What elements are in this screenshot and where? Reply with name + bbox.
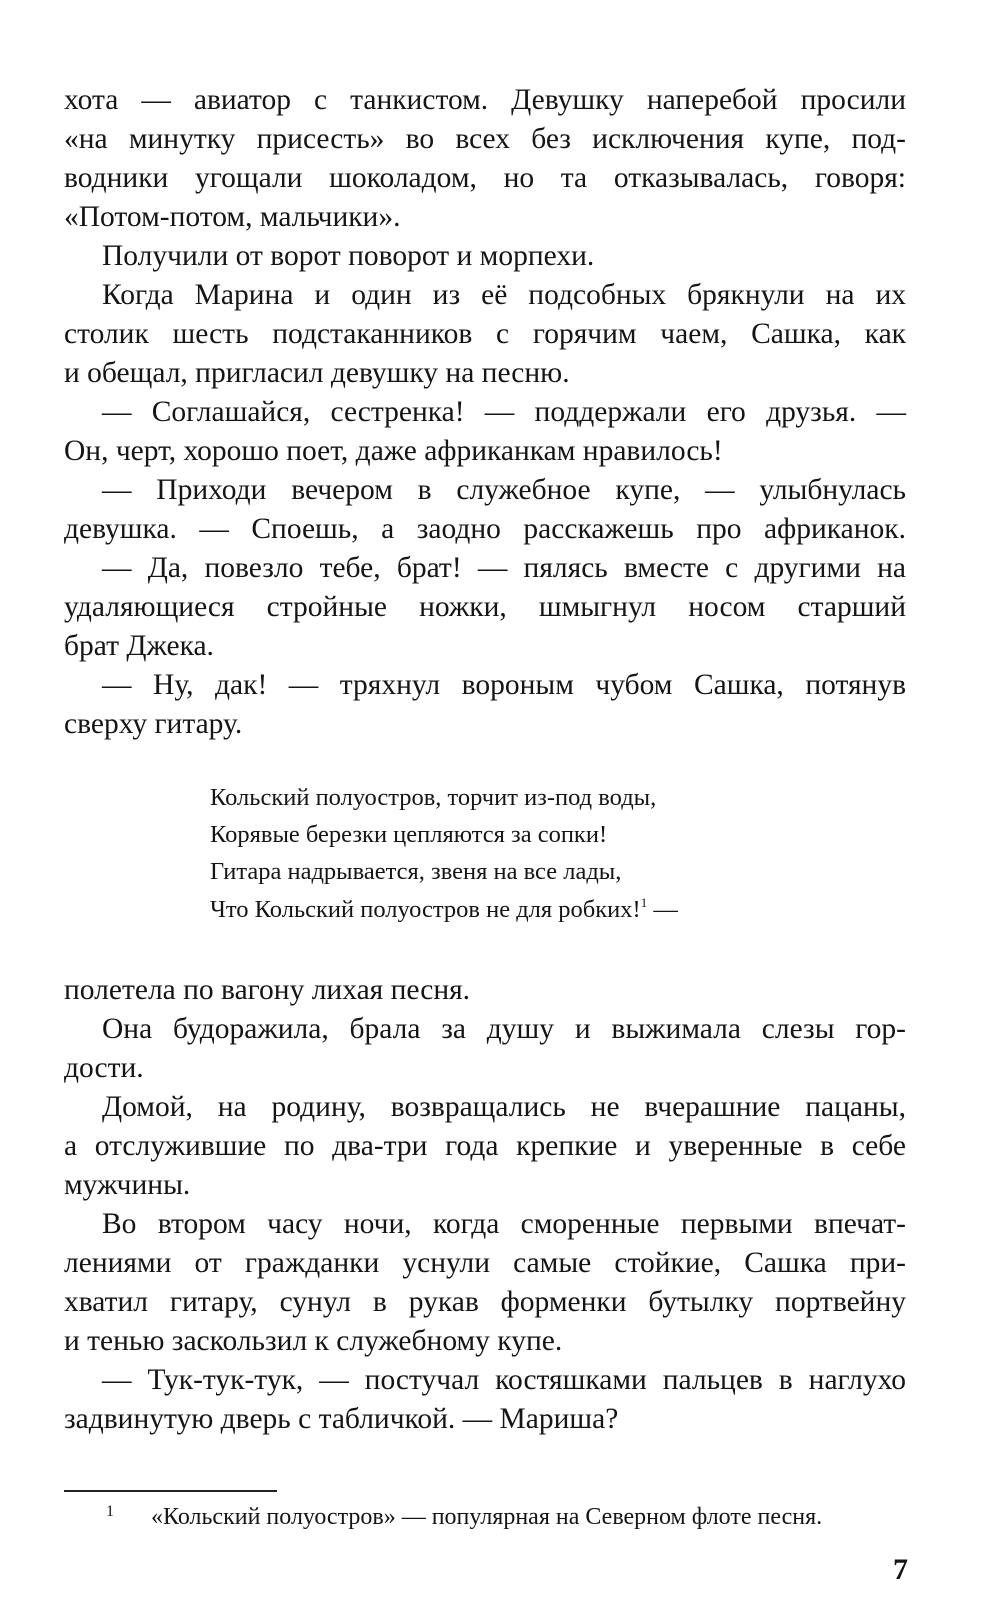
footnote-text: «Кольский полуостров» — популярная на Северном флоте песня. bbox=[151, 1504, 823, 1530]
paragraph-first-line: Во втором часу ночи, когда сморенные первыми впечат- bbox=[102, 1208, 906, 1240]
body-line: дости. bbox=[64, 1052, 144, 1084]
dialogue-line: — Соглашайся, сестренка! — поддержали его друзья. — bbox=[102, 396, 906, 428]
body-line: брат Джека. bbox=[64, 630, 214, 662]
body-line: Он, черт, хорошо поет, даже африканкам нравилось! bbox=[64, 435, 723, 467]
paragraph-first-line: Она будоражила, брала за душу и выжимала слезы гор- bbox=[102, 1013, 906, 1045]
footnote-reference: 1 bbox=[640, 895, 648, 910]
footnote-marker: 1 bbox=[106, 1503, 114, 1520]
verse-line-last bbox=[210, 892, 850, 928]
paragraph-first-line: Домой, на родину, возвращались не вчерашние пацаны, bbox=[102, 1091, 906, 1123]
body-line: лениями от гражданки уснули самые стойкие, Сашка при- bbox=[64, 1247, 906, 1279]
dialogue-line: — Тук-тук-тук, — постучал костяшками пальцев в наглухо bbox=[102, 1364, 906, 1396]
body-line: задвинутую дверь с табличкой. — Мариша? bbox=[64, 1403, 619, 1435]
verse-dash: — bbox=[653, 896, 678, 923]
paragraph-first-line: Когда Марина и один из её подсобных брякнули на их bbox=[102, 279, 906, 311]
paragraph-first-line: Получили от ворот поворот и морпехи. bbox=[102, 240, 595, 272]
body-line: мужчины. bbox=[64, 1169, 191, 1201]
body-line: удаляющиеся стройные ножки, шмыгнул носом старший bbox=[64, 591, 906, 623]
verse-line: Корявые березки цепляются за сопки! bbox=[210, 821, 608, 848]
body-line: водники угощали шоколадом, но та отказывалась, говоря: bbox=[64, 162, 906, 194]
footnote bbox=[64, 1500, 924, 1534]
body-line: «Потом-потом, мальчики». bbox=[64, 201, 401, 233]
dialogue-line: — Ну, дак! — тряхнул вороным чубом Сашка, потянув bbox=[102, 669, 906, 701]
body-line: сверху гитару. bbox=[64, 708, 243, 740]
body-line: и тенью заскользил к служебному купе. bbox=[64, 1325, 563, 1357]
page-number: 7 bbox=[893, 1553, 908, 1586]
body-line: «на минутку присесть» во всех без исключения купе, под- bbox=[64, 123, 906, 155]
body-line: хота — авиатор с танкистом. Девушку наперебой просили bbox=[64, 84, 906, 116]
body-line: полетела по вагону лихая песня. bbox=[64, 974, 471, 1006]
verse-line: Кольский полуостров, торчит из-под воды, bbox=[210, 784, 657, 811]
body-line: девушка. — Споешь, а заодно расскажешь про африканок. bbox=[64, 513, 906, 545]
body-line: хватил гитару, сунул в рукав форменки бутылку портвейну bbox=[64, 1286, 906, 1318]
footnote-divider bbox=[64, 1490, 277, 1492]
verse-line: Гитара надрывается, звеня на все лады, bbox=[210, 858, 622, 885]
body-line: а отслужившие по два-три года крепкие и уверенные в себе bbox=[64, 1130, 906, 1162]
dialogue-line: — Да, повезло тебе, брат! — пялясь вместе с другими на bbox=[102, 552, 906, 584]
body-line: столик шесть подстаканников с горячим чаем, Сашка, как bbox=[64, 318, 906, 350]
dialogue-line: — Приходи вечером в служебное купе, — улыбнулась bbox=[102, 474, 906, 506]
verse-line-text: Что Кольский полуостров не для робких! bbox=[210, 896, 641, 923]
body-line: и обещал, пригласил девушку на песню. bbox=[64, 357, 570, 389]
